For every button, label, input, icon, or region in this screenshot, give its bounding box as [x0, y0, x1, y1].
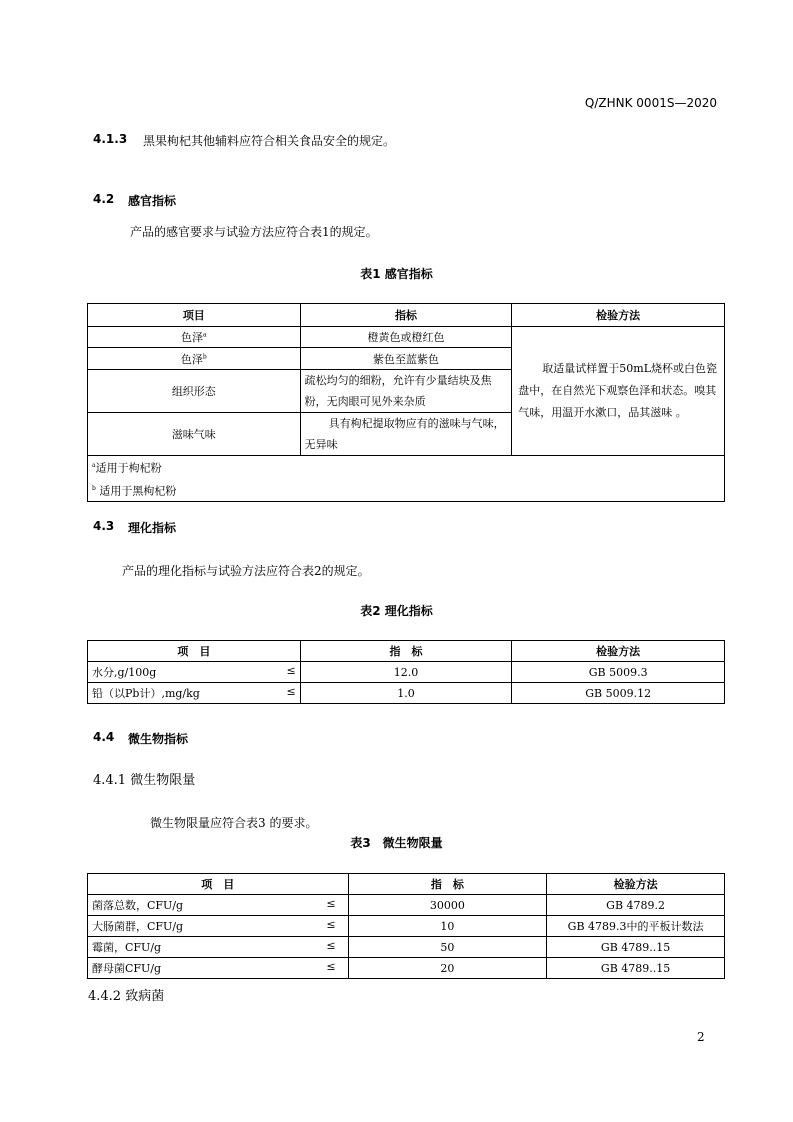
cell-value: 1.0	[300, 683, 512, 704]
cell-method: GB 4789..15	[547, 937, 725, 958]
cell-method: GB 5009.12	[512, 683, 725, 704]
table-notes	[88, 456, 725, 502]
table-row	[88, 937, 725, 958]
column-header: 检验方法	[512, 641, 725, 662]
cell-value: 12.0	[300, 662, 512, 683]
table-title: 表1 感官指标	[360, 267, 433, 281]
cell-value: 紫色至蓝紫色	[300, 348, 512, 370]
column-header: 指 标	[348, 874, 547, 895]
cell-value: 疏松均匀的细粉，允许有少量结块及焦粉，无肉眼可见外来杂质	[300, 370, 512, 413]
table-row	[88, 895, 725, 916]
cell-value: 20	[348, 958, 547, 979]
cell-item: 霉菌，CFU/g	[92, 941, 162, 954]
cell-method: GB 4789..15	[547, 958, 725, 979]
column-header: 项 目	[88, 874, 349, 895]
cell-method: GB 5009.3	[512, 662, 725, 683]
table-row	[88, 916, 725, 937]
sensory-table	[87, 303, 725, 502]
table-row	[88, 958, 725, 979]
column-header: 指 标	[300, 641, 512, 662]
cell-operator: ≤	[326, 918, 336, 931]
section-number: 4.4	[93, 730, 115, 744]
cell-item: 大肠菌群，CFU/g	[92, 920, 184, 933]
cell-value: 50	[348, 937, 547, 958]
paragraph: 微生物限量应符合表3 的要求。	[150, 816, 318, 830]
cell-value: 具有枸杞提取物应有的滋味与气味，无异味	[300, 413, 512, 456]
footnote-mark: b	[202, 352, 207, 360]
table-row	[88, 662, 725, 683]
footnote-mark: b	[92, 484, 96, 492]
cell-item: 菌落总数，CFU/g	[92, 899, 184, 912]
cell-operator: ≤	[326, 939, 336, 952]
cell-item: 滋味气味	[88, 413, 301, 456]
cell-item: 酵母菌CFU/g	[92, 962, 162, 975]
cell-method: GB 4789.2	[547, 895, 725, 916]
section-number: 4.1.3	[93, 132, 128, 146]
table-title: 表2 理化指标	[360, 604, 433, 618]
paragraph: 产品的感官要求与试验方法应符合表1的规定。	[130, 225, 378, 239]
cell-item: 色泽	[181, 331, 204, 344]
footnote-text: 适用于枸杞粉	[95, 461, 162, 475]
table-title: 表3 微生物限量	[350, 836, 443, 850]
method-text: 取适量试样置于50mL烧杯或白色瓷盘中，在自然光下观察色泽和状态。嗅其气味，用温开水漱口，品其滋味 。	[518, 362, 718, 419]
footnote-mark: a	[203, 331, 207, 339]
subsection-title: 4.4.2 致病菌	[88, 989, 165, 1004]
page-number: 2	[697, 1030, 705, 1044]
column-header: 项目	[88, 304, 301, 327]
cell-value: 30000	[348, 895, 547, 916]
section-number: 4.3	[93, 519, 115, 533]
column-header: 检验方法	[547, 874, 725, 895]
microbial-table	[87, 873, 725, 979]
footnote-mark: a	[92, 462, 96, 469]
column-header: 项 目	[88, 641, 301, 662]
cell-operator: ≤	[286, 685, 296, 698]
cell-item: 组织形态	[88, 370, 301, 413]
table-row	[88, 683, 725, 704]
footnote-text: 适用于黑枸杞粉	[95, 484, 177, 498]
column-header: 指标	[300, 304, 512, 327]
column-header: 检验方法	[512, 304, 725, 327]
section-text: 黑果枸杞其他辅料应符合相关食品安全的规定。	[143, 134, 396, 148]
section-title: 理化指标	[128, 521, 177, 535]
cell-item: 水分,g/100g	[92, 666, 157, 679]
table-row	[88, 327, 725, 348]
cell-method	[512, 327, 725, 456]
cell-operator: ≤	[286, 664, 296, 677]
subsection-title: 4.4.1 微生物限量	[93, 773, 196, 788]
cell-operator: ≤	[326, 897, 336, 910]
cell-method: GB 4789.3中的平板计数法	[547, 916, 725, 937]
cell-value: 10	[348, 916, 547, 937]
section-title: 感官指标	[128, 194, 177, 208]
section-number: 4.2	[93, 192, 115, 206]
cell-item: 色泽	[180, 352, 203, 366]
physchem-table	[87, 640, 725, 704]
paragraph: 产品的理化指标与试验方法应符合表2的规定。	[122, 564, 370, 578]
cell-value: 橙黄色或橙红色	[300, 327, 512, 348]
cell-item: 铅（以Pb计）,mg/kg	[92, 687, 200, 700]
cell-operator: ≤	[326, 960, 336, 973]
section-title: 微生物指标	[128, 732, 189, 746]
doc-code: Q/ZHNK 0001S—2020	[584, 96, 717, 110]
